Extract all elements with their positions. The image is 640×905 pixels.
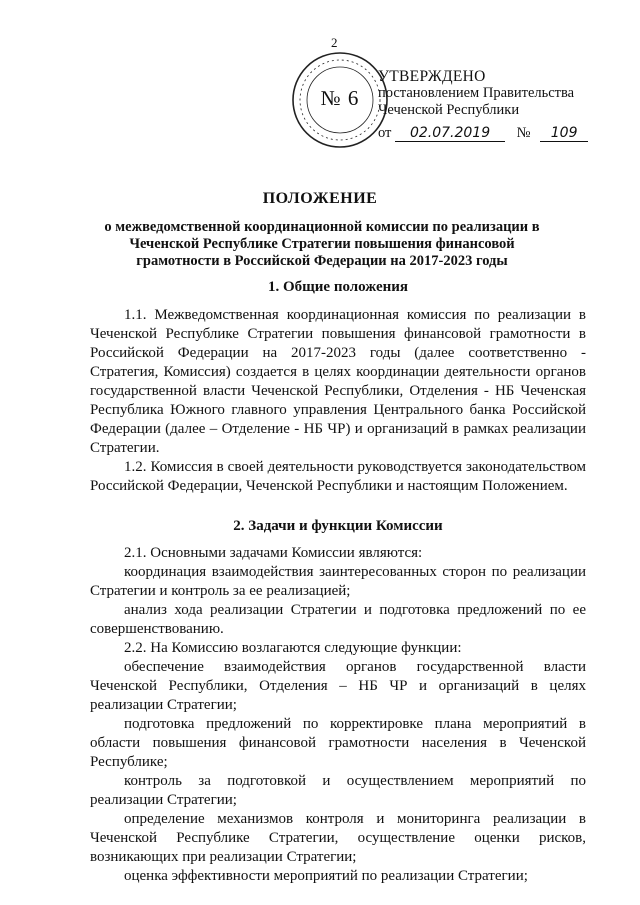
section-heading: 2. Задачи и функции Комиссии <box>233 518 443 534</box>
approval-number: 109 <box>540 126 588 142</box>
section-heading: 1. Общие положения <box>267 279 409 295</box>
registration-stamp <box>290 50 390 150</box>
paragraph: 2.1. Основными задачами Комиссии являются: <box>124 545 423 561</box>
number-sign: № <box>516 125 531 141</box>
document-subtitle: о межведомственной координационной комиссии по реализации в Чеченской Республике Стратегии повышения финансовой грамотности в Российской Федерации на 2017-2023 годы <box>104 219 540 269</box>
document-title: ПОЛОЖЕНИЕ <box>262 190 378 207</box>
paragraph: подготовка предложений по корректировке плана мероприятий в области повышения финансовой грамотности населения в Чеченской Республике; <box>90 716 586 770</box>
approval-line-2: Чеченской Республики <box>378 102 520 118</box>
paragraph: 2.2. На Комиссию возлагаются следующие функции: <box>124 640 462 656</box>
paragraph: определение механизмов контроля и мониторинга реализации в Чеченской Республике Стратегии, осуществление оценки рисков, возникающих при реализации Стратегии; <box>90 811 586 865</box>
paragraph: обеспечение взаимодействия органов государственной власти Чеченской Республики, Отделения – НБ ЧР и организаций в целях реализации Стратегии; <box>90 659 586 713</box>
paragraph: 1.2. Комиссия в своей деятельности руководствуется законодательством Российской Федерации, Чеченской Республики и настоящим Положением. <box>90 459 586 494</box>
approved-label: УТВЕРЖДЕНО <box>378 68 486 85</box>
approval-block <box>378 68 588 142</box>
approval-date: 02.07.2019 <box>395 126 505 142</box>
paragraph: координация взаимодействия заинтересованных сторон по реализации Стратегии и контроль за ее реализацией; <box>90 564 586 599</box>
stamp-number: № 6 <box>320 86 360 110</box>
paragraph: контроль за подготовкой и осуществлением мероприятий по реализации Стратегии; <box>90 773 586 808</box>
paragraph: оценка эффективности мероприятий по реализации Стратегии; <box>124 868 528 884</box>
approval-line-1: постановлением Правительства <box>378 85 575 101</box>
document-body <box>90 278 586 886</box>
approval-date-line <box>378 125 588 142</box>
date-prefix: от <box>378 125 392 141</box>
paragraph: 1.1. Межведомственная координационная комиссия по реализации в Чеченской Республике Стратегии повышения финансовой грамотности в Российской Федерации на 2017-2023 годы (далее соответственно - Стратегия, Комиссия) создается в целях координации деятельности органов государственной власти Чеченской Республики, Отделения - НБ Чеченская Республика Южного главного управления Центрального банка Российской Федерации (далее – Отделение - НБ ЧР) и организаций в рамках реализации Стратегии. <box>90 307 586 456</box>
page-number: 2 <box>331 35 338 50</box>
paragraph: анализ хода реализации Стратегии и подготовка предложений по ее совершенствованию. <box>90 602 586 637</box>
